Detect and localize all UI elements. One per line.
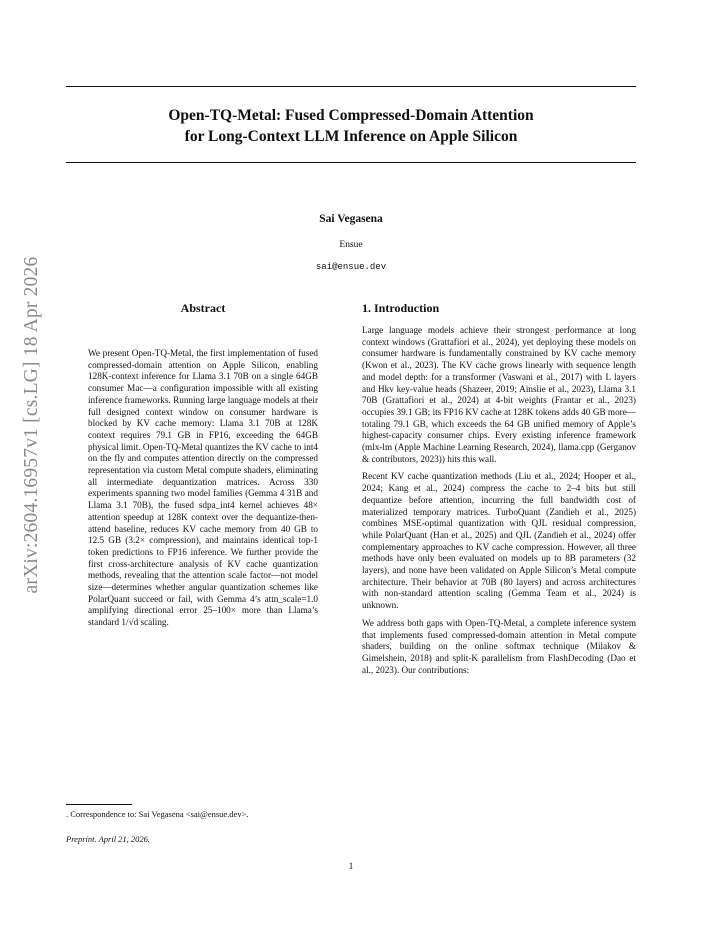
title-top-rule — [66, 86, 636, 87]
author-name: Sai Vegasena — [319, 213, 383, 225]
intro-paragraph-1: Large language models achieve their strongest performance at long context windows (Grattafiori et al., 2024), yet deploying these models on consumer hardware is fundamentally constrained by KV cache memory (Kwon et al., 2023). The KV cache grows linearly with sequence length and model depth: for a transformer (Vaswani et al., 2017) with L layers and Hkv key-value heads (Shazeer, 2019; Ainslie et al., 2023), Llama 3.1 70B (Grattafiori et al., 2024) at 4-bit weights (Frantar et al., 2023) occupies 39.1 GB; its FP16 KV cache at 128K tokens adds 40 GB more—totaling 79.1 GB, which exceeds the 64 GB unified memory of Apple’s highest-capacity consumer chips. Every existing inference framework (mlx-lm (Apple Machine Learning Research, 2024), llama.cpp (Gerganov & contributors, 2023)) hits this wall. — [362, 325, 636, 464]
author-affiliation: Ensue — [339, 240, 363, 250]
arxiv-stamp-text: arXiv:2604.16957v1 [cs.LG] 18 Apr 2026 — [21, 256, 42, 594]
intro-paragraph-2: Recent KV cache quantization methods (Liu et al., 2024; Hooper et al., 2024; Kang et al., 2024) compress the cache to 2–4 bits but still dequantize before attention, incurring the full bandwidth cost of materialized temporary matrices. TurboQuant (Zandieh et al., 2025) combines MSE-optimal quantization with QJL residual compression, while PolarQuant (Han et al., 2025) and QJL (Zandieh et al., 2024) offer complementary approaches to KV cache compression. However, all three methods have only been evaluated on models up to 8B parameters (32 layers), and none have been validated on Apple Silicon’s Metal compute architecture. Their behavior at 70B (80 layers) and across architectures with non-standard attention scaling (Gemma Team et al., 2024) is unknown. — [362, 471, 636, 611]
arxiv-stamp — [17, 256, 47, 594]
title-line-1: Open-TQ-Metal: Fused Compressed-Domain Attention — [168, 107, 534, 124]
author-email: sai@ensue.dev — [315, 262, 387, 272]
introduction-body — [362, 325, 636, 682]
paper-title — [66, 105, 636, 147]
footnote-rule — [66, 804, 132, 805]
title-line-2: for Long-Context LLM Inference on Apple Silicon — [184, 128, 518, 145]
abstract-body: We present Open-TQ-Metal, the first implementation of fused compressed-domain attention on Apple Silicon, enabling 128K-context inference for Llama 3.1 70B on a single 64GB consumer Mac—a configuration impossible with all existing inference frameworks. Running large language models at their full designed context window on consumer hardware is blocked by KV cache memory: Llama 3.1 70B at 128K context requires 79.1 GB in FP16, exceeding the 64GB physical limit. Open-TQ-Metal quantizes the KV cache to int4 on the fly and computes attention directly on the compressed representation via custom Metal compute shaders, eliminating all intermediate dequantization matrices. Across 330 experiments spanning two model families (Gemma 4 31B and Llama 3.1 70B), the fused sdpa_int4 kernel achieves 48× attention speedup at 128K context over the dequantize-then-attend baseline, reduces KV cache memory from 40 GB to 12.5 GB (3.2× compression), and maintains identical top-1 token predictions to FP16 inference. We further provide the first cross-architecture analysis of KV cache quantization methods, revealing that the attention scale factor—not model size—determines whether angular quantization schemes like PolarQuant succeed or fail, with Gemma 4’s attn_scale=1.0 amplifying directional error 25–100× more than Llama’s standard 1/√d scaling. — [88, 348, 318, 628]
correspondence-footnote: . Correspondence to: Sai Vegasena <sai@ensue.dev>. — [66, 809, 249, 819]
page-number: 1 — [348, 862, 354, 872]
introduction-heading: 1. Introduction — [362, 301, 440, 315]
preprint-note: Preprint. April 21, 2026. — [66, 834, 151, 844]
intro-paragraph-3: We address both gaps with Open-TQ-Metal, a complete inference system that implements fused compressed-domain attention in Metal compute shaders, building on the online softmax technique (Milakov & Gimelshein, 2018) and split-K parallelism from FlashDecoding (Dao et al., 2023). Our contributions: — [362, 617, 636, 675]
abstract-heading: Abstract — [180, 301, 226, 315]
title-bottom-rule — [66, 162, 636, 163]
